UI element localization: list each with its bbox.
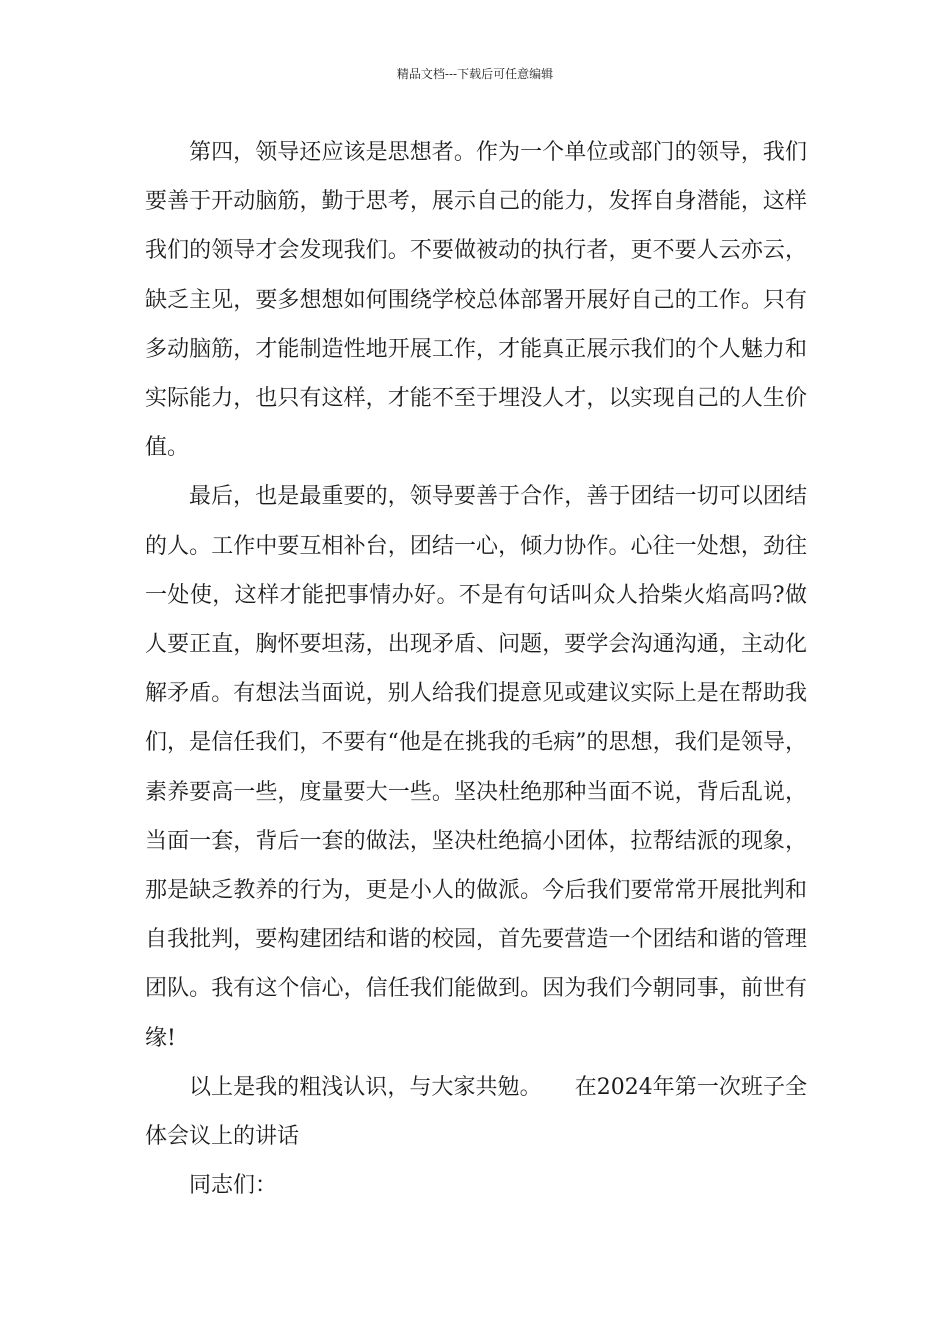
paragraph-leadership-thinker: 第四，领导还应该是思想者。作为一个单位或部门的领导，我们要善于开动脑筋，勤于思考，展示自己的能力，发挥自身潜能，这样我们的领导才会发现我们。不要做被动的执行者，更不要人云亦云，缺乏主见，要多想想如何围绕学校总体部署开展好自己的工作。只有多动脑筋，才能制造性地开展工作，才能真正展示我们的个人魅力和实际能力，也只有这样，才能不至于埋没人才，以实现自己的人生价值。 [145,140,807,461]
page-header: 精品文档---下载后可任意编辑 [396,67,554,81]
paragraph-salutation: 同志们： [189,1173,278,1199]
paragraph-closing-and-title: 以上是我的粗浅认识，与大家共勉。 在2024年第一次班子全体会议上的讲话 [145,1074,807,1150]
document-body [145,128,807,1210]
paragraph-leadership-cooperation: 最后，也是最重要的，领导要善于合作，善于团结一切可以团结的人。工作中要互相补台，团结一心，倾力协作。心往一处想，劲往一处使，这样才能把事情办好。不是有句话叫众人拾柴火焰高吗?做人要正直，胸怀要坦荡，出现矛盾、问题，要学会沟通沟通，主动化解矛盾。有想法当面说，别人给我们提意见或建议实际上是在帮助我们，是信任我们，不要有“他是在挑我的毛病”的思想，我们是领导，素养要高一些，度量要大一些。坚决杜绝那种当面不说，背后乱说，当面一套，背后一套的做法，坚决杜绝搞小团体，拉帮结派的现象，那是缺乏教养的行为，更是小人的做派。今后我们要常常开展批判和自我批判，要构建团结和谐的校园，首先要营造一个团结和谐的管理团队。我有这个信心，信任我们能做到。因为我们今朝同事，前世有缘! [145,484,807,1051]
